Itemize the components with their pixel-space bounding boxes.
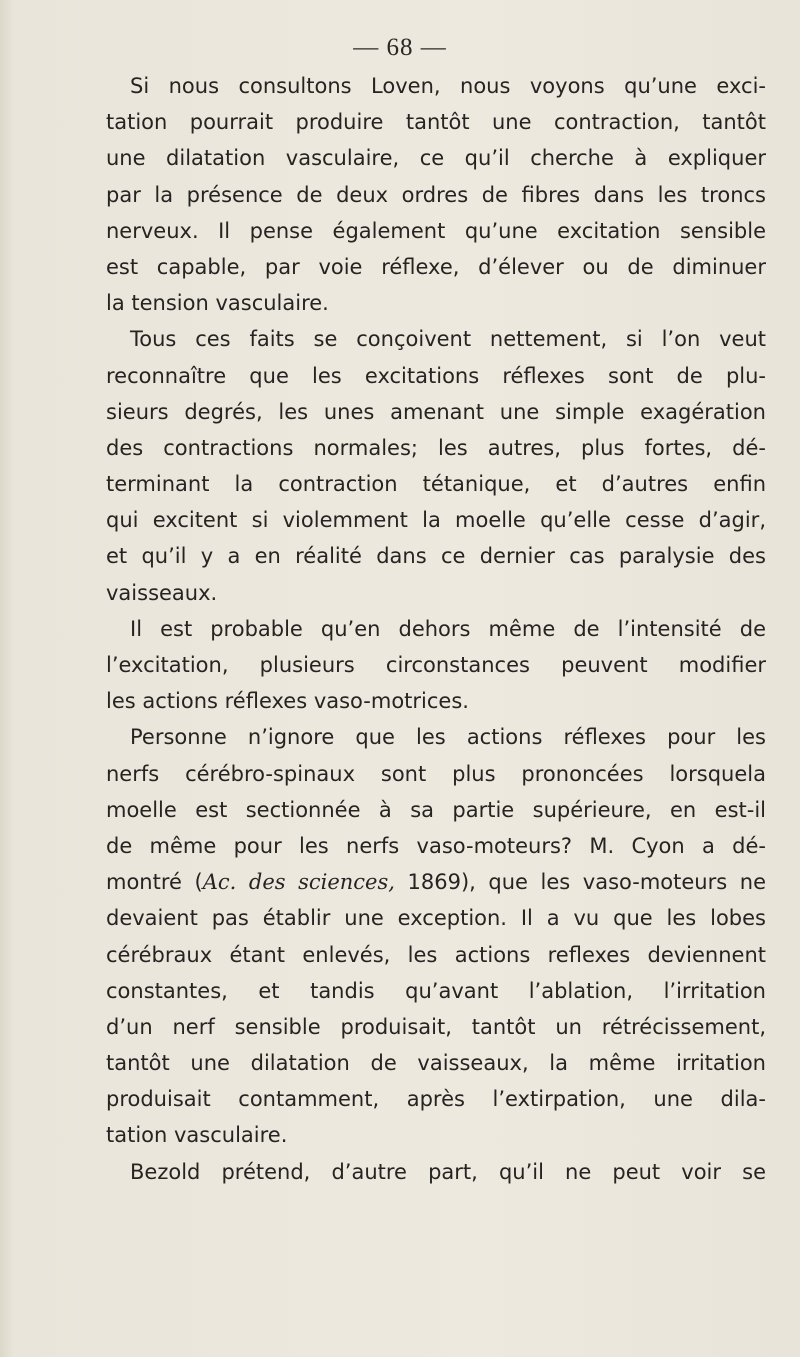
text-line: de même pour les nerfs vaso-moteurs? M. Cyon a dé- (106, 833, 766, 858)
text-line: tantôt une dilatation de vaisseaux, la même irritation (106, 1051, 766, 1076)
text-line: reconnaître que les excitations réflexes sont de plu- (106, 363, 766, 388)
citation-italic: Ac. des sciences, (202, 870, 395, 895)
text-line: nerfs cérébro-spinaux sont plus prononcées lorsquela (106, 761, 766, 786)
body-text (106, 68, 766, 1190)
text-line-with-citation (106, 864, 766, 900)
text-line: tation vasculaire. (106, 1123, 288, 1148)
text-line: Personne n’ignore que les actions réflexes pour les (130, 725, 766, 750)
text-line: Si nous consultons Loven, nous voyons qu’une exci- (130, 74, 766, 98)
text-line: les actions réflexes vaso-motrices. (106, 689, 469, 714)
text-line: et qu’il y a en réalité dans ce dernier cas paralysie des (106, 544, 766, 569)
text-line: vaisseaux. (106, 580, 218, 605)
text-line: est capable, par voie réflexe, d’élever ou de diminuer (106, 254, 766, 279)
text-line: constantes, et tandis qu’avant l’ablation, l’irritation (106, 978, 766, 1003)
text-line: produisait contamment, après l’extirpation, une dila- (106, 1087, 766, 1112)
text-line: sieurs degrés, les unes amenant une simple exagération (106, 399, 766, 424)
text-line: nerveux. Il pense également qu’une excitation sensible (106, 218, 766, 243)
page-number: — 68 — (353, 34, 447, 61)
text-line: d’un nerf sensible produisait, tantôt un rétrécissement, (106, 1014, 766, 1039)
text-segment: montré ( (106, 870, 203, 895)
text-line: une dilatation vasculaire, ce qu’il cherche à expliquer (106, 146, 766, 171)
text-line: qui excitent si violemment la moelle qu’elle cesse d’agir, (106, 508, 766, 533)
text-line: Tous ces faits se conçoivent nettement, si l’on veut (130, 327, 766, 352)
text-line: devaient pas établir une exception. Il a vu que les lobes (106, 906, 766, 931)
text-line: la tension vasculaire. (106, 291, 329, 316)
text-line: par la présence de deux ordres de fibres dans les troncs (106, 182, 766, 207)
text-line: l’excitation, plusieurs circonstances peuvent modifier (106, 653, 766, 677)
text-line: Il est probable qu’en dehors même de l’intensité de (130, 616, 766, 641)
text-line: Bezold prétend, d’autre part, qu’il ne peut voir se (130, 1159, 766, 1184)
text-segment: 1869), que les vaso-moteurs ne (394, 870, 766, 895)
text-line: terminant la contraction tétanique, et d’autres enfin (106, 472, 766, 497)
text-line: moelle est sectionnée à sa partie supérieure, en est-il (106, 797, 766, 822)
text-line: tation pourrait produire tantôt une contraction, tantôt (106, 110, 766, 135)
text-line: cérébraux étant enlevés, les actions reflexes deviennent (106, 942, 766, 967)
text-line: des contractions normales; les autres, plus fortes, dé- (106, 435, 766, 460)
